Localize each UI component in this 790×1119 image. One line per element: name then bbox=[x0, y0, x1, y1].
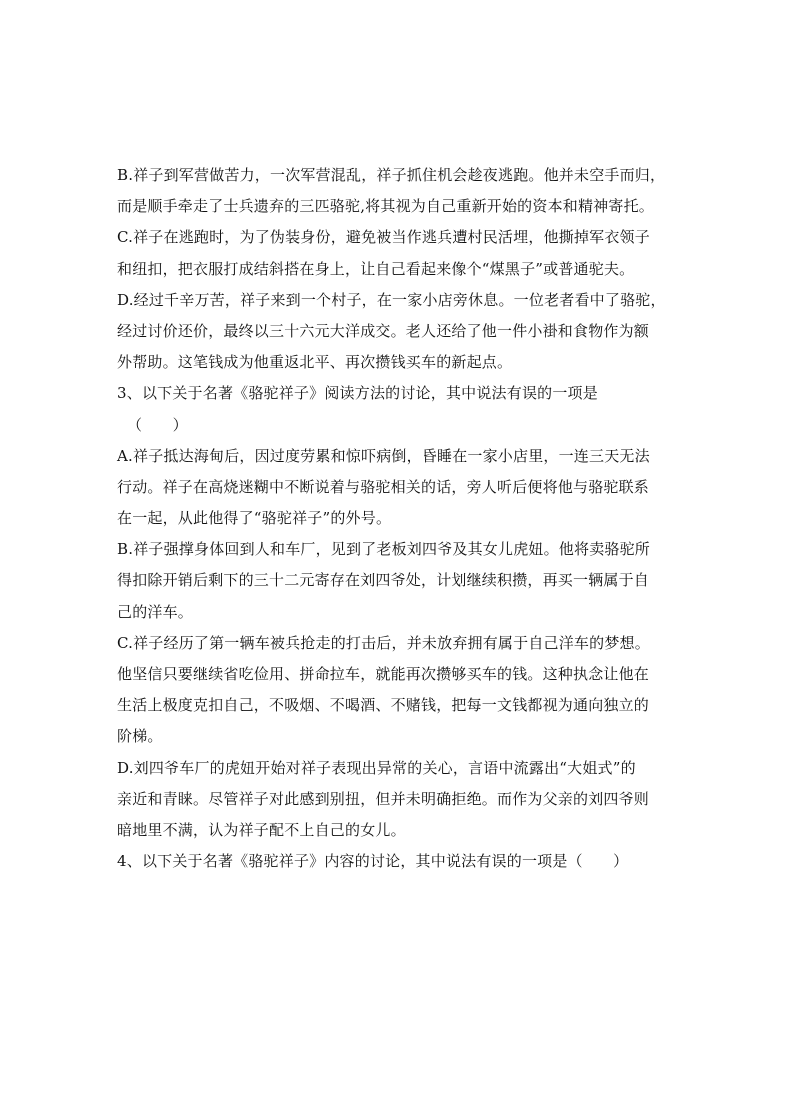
option-b-line-2: 而是顺手牵走了士兵遗弃的三匹骆驼,将其视为自己重新开始的资本和精神寄托。 bbox=[117, 197, 654, 216]
option-b-line-1: B.祥子到军营做苦力，一次军营混乱，祥子抓住机会趁夜逃跑。他并未空手而归， bbox=[117, 166, 666, 184]
q3-option-d-line-3: 暗地里不满，认为祥子配不上自己的女儿。 bbox=[117, 820, 406, 839]
q3-option-d-line-2: 亲近和青睐。尽管祥子对此感到别扭，但并未明确拒绝。而作为父亲的刘四爷则 bbox=[117, 789, 650, 808]
q3-option-a-line-2: 行动。祥子在高烧迷糊中不断说着与骆驼相关的话，旁人听后便将他与骆驼联系 bbox=[117, 477, 650, 496]
question-3-answer-blank: （ ） bbox=[127, 415, 188, 434]
q3-option-a-line-1: A.祥子抵达海甸后，因过度劳累和惊吓病倒，昏睡在一家小店里，一连三天无法 bbox=[117, 446, 650, 465]
q3-option-c-line-3: 生活上极度克扣自己，不吸烟、不喝酒、不赌钱，把每一文钱都视为通向独立的 bbox=[117, 696, 650, 715]
q3-option-b-line-3: 己的洋车。 bbox=[117, 602, 194, 621]
q3-option-a-line-3: 在一起，从此他得了“骆驼祥子”的外号。 bbox=[117, 509, 392, 528]
q3-option-d-line-1: D.刘四爷车厂的虎妞开始对祥子表现出异常的关心，言语中流露出“大姐式”的 bbox=[117, 758, 636, 777]
option-c-line-2: 和纽扣，把衣服打成结斜搭在身上，让自己看起来像个“煤黑子”或普通驼夫。 bbox=[117, 259, 635, 278]
option-d-line-1: D.经过千辛万苦，祥子来到一个村子，在一家小店旁休息。一位老者看中了骆驼， bbox=[117, 290, 666, 309]
option-d-line-3: 外帮助。这笔钱成为他重返北平、再次攒钱买车的新起点。 bbox=[117, 353, 513, 372]
q3-option-b-line-1: B.祥子强撑身体回到人和车厂，见到了老板刘四爷及其女儿虎妞。他将卖骆驼所 bbox=[117, 540, 650, 559]
document-body bbox=[117, 160, 697, 877]
q3-option-c-line-2: 他坚信只要继续省吃俭用、拼命拉车，就能再次攒够买车的钱。这种执念让他在 bbox=[117, 665, 650, 683]
q3-option-c-line-1: C.祥子经历了第一辆车被兵抢走的打击后，并未放弃拥有属于自己洋车的梦想。 bbox=[117, 633, 650, 652]
option-d-line-2: 经过讨价还价，最终以三十六元大洋成交。老人还给了他一件小褂和食物作为额 bbox=[117, 321, 650, 340]
option-c-line-1: C.祥子在逃跑时，为了伪装身份，避免被当作逃兵遭村民活埋，他撕掉军衣领子 bbox=[117, 228, 650, 247]
question-3-line-1: 3、以下关于名著《骆驼祥子》阅读方法的讨论，其中说法有误的一项是 bbox=[117, 384, 598, 403]
q3-option-b-line-2: 得扣除开销后剩下的三十二元寄存在刘四爷处，计划继续积攒，再买一辆属于自 bbox=[117, 571, 650, 590]
q3-option-c-line-4: 阶梯。 bbox=[117, 727, 163, 746]
question-4-line-1: 4、以下关于名著《骆驼祥子》内容的讨论，其中说法有误的一项是（ ） bbox=[117, 852, 629, 871]
